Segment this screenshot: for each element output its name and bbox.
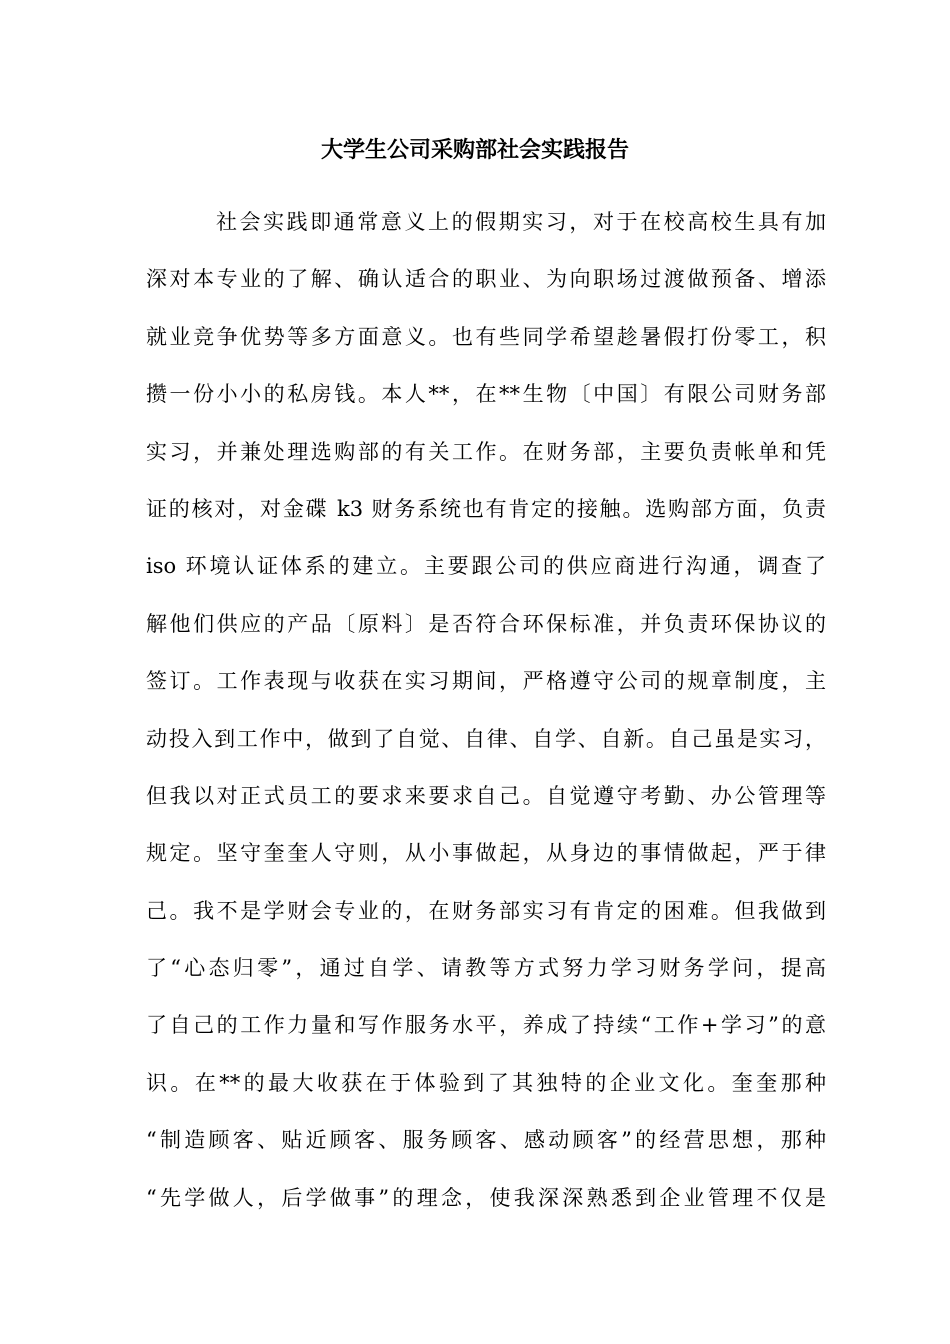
- body-line: 规定。坚守奎奎人守则，从小事做起，从身边的事情做起，严于律: [146, 841, 826, 866]
- body-line: 了自己的工作力量和写作服务水平，养成了持续“工作+学习”的意: [146, 1013, 826, 1038]
- body-line: 攒一份小小的私房钱。本人**，在**生物〔中国〕有限公司财务部: [146, 382, 826, 407]
- body-line: 解他们供应的产品〔原料〕是否符合环保标准，并负责环保协议的: [146, 611, 826, 636]
- body-line: “先学做人，后学做事”的理念，使我深深熟悉到企业管理不仅是: [146, 1185, 826, 1210]
- body-line: 了“心态归零”，通过自学、请教等方式努力学习财务学问，提高: [146, 956, 826, 981]
- body-line: 实习，并兼处理选购部的有关工作。在财务部，主要负责帐单和凭: [146, 439, 826, 464]
- body-line: 但我以对正式员工的要求来要求自己。自觉遵守考勤、办公管理等: [146, 783, 826, 808]
- document-body: [146, 202, 826, 1235]
- body-line: 识。在**的最大收获在于体验到了其独特的企业文化。奎奎那种: [146, 1070, 826, 1095]
- body-line: 动投入到工作中，做到了自觉、自律、自学、自新。自己虽是实习，: [146, 726, 826, 751]
- body-line: iso 环境认证体系的建立。主要跟公司的供应商进行沟通，调查了: [146, 554, 826, 579]
- body-line: 证的核对，对金碟 k3 财务系统也有肯定的接触。选购部方面，负责: [146, 496, 826, 521]
- body-line: 深对本专业的了解、确认适合的职业、为向职场过渡做预备、增添: [146, 267, 826, 292]
- body-line: 社会实践即通常意义上的假期实习，对于在校高校生具有加: [216, 210, 826, 234]
- body-line: 己。我不是学财会专业的，在财务部实习有肯定的困难。但我做到: [146, 898, 826, 923]
- body-line: 签订。工作表现与收获在实习期间，严格遵守公司的规章制度，主: [146, 669, 826, 694]
- body-line: “制造顾客、贴近顾客、服务顾客、感动顾客”的经营思想，那种: [146, 1128, 826, 1153]
- body-line: 就业竞争优势等多方面意义。也有些同学希望趁暑假打份零工，积: [146, 324, 826, 349]
- document-title: 大学生公司采购部社会实践报告: [320, 138, 629, 163]
